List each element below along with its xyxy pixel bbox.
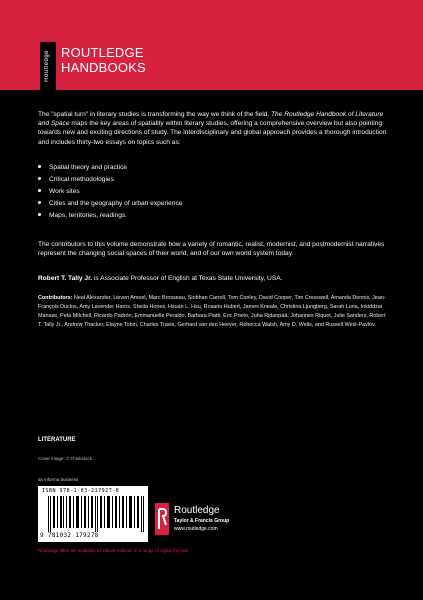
contributors-label: Contributors: <box>38 295 73 301</box>
bullet-text: Critical methodologies <box>49 176 114 183</box>
author-name: Robert T. Tally Jr. <box>38 275 93 282</box>
ebook-note: Routledge titles are available as eBook editions in a range of digital formats <box>38 548 189 553</box>
bullet-icon <box>38 201 41 204</box>
bullet-text: Work sites <box>49 188 80 195</box>
author-bio <box>38 274 388 283</box>
contributors-names: Neal Alexander, Lieven Ameel, Marc Brosseau, Siobhan Carroll, Tom Conley, David Cooper, Tim Cresswell, Amanda Dennis, Jean-François Duclos, Amy Lavender Harris, Sheila Hones, Hsuan L. Hsu, Rosario Hubert, James Kneale, Christina Ljungberg, Sarah Luria, Inkiddzai Manase, Peta Mitchell, Ricardo Padrón, Emmanuelle Peraldo, Barbara Piatti, Eric Prieto, Juha Ridanpää, Johannes Riquet, Julie Sanders, Robert T. Tally Jr., Andrew Thacker, Elayne Tobin, Charles Travis, Gerhard van den Heever, Rebecca Walsh, Amy D. Wells, and Russell West-Pavlov. <box>38 295 386 328</box>
informa-line: an informa business <box>38 477 79 482</box>
book-title: The Routledge Handbook of Literature and Space <box>38 111 384 128</box>
publisher-url: www.routledge.com <box>174 526 218 532</box>
bullet-icon <box>38 189 41 192</box>
bullet-text: Spatial theory and practice <box>49 164 128 171</box>
cover-credit: Cover image: © Thinkstock <box>38 456 93 461</box>
series-brand <box>61 45 146 75</box>
subject-category: LITERATURE <box>38 437 76 443</box>
publisher-group: Taylor & Francis Group <box>174 518 230 524</box>
bullet-text: Cities and the geography of urban experience <box>49 200 183 207</box>
isbn-bottom-text: 9 781032 179278 <box>40 532 99 539</box>
isbn-top-text: ISBN 978-1-03-217927-8 <box>42 488 120 494</box>
bullet-icon <box>38 177 41 180</box>
description-part-1: The "spatial turn" in literary studies is transforming the way we think of the field. <box>38 111 270 118</box>
routledge-tab <box>40 42 56 90</box>
bullet-text: Maps, territories, readings. <box>49 212 128 219</box>
bullet-item <box>38 188 338 195</box>
barcode-bars-icon <box>48 496 144 532</box>
barcode <box>38 486 148 542</box>
author-description: is Associate Professor of English at Texas State University, USA. <box>93 275 283 282</box>
contributors-list <box>38 294 388 330</box>
brand-line-1: ROUTLEDGE <box>61 45 144 60</box>
routledge-logo-icon <box>155 503 169 535</box>
bullet-item <box>38 164 338 171</box>
brand-line-2: HANDBOOKS <box>61 60 146 75</box>
bullet-icon <box>38 213 41 216</box>
bullet-item <box>38 212 338 219</box>
bullet-icon <box>38 165 41 168</box>
description <box>38 110 388 147</box>
closing-paragraph: The contributors to this volume demonstrate how a variety of romantic, realist, modernist, and postmodernist narratives represent the changing social spaces of their world, and of our own world system today. <box>38 241 385 258</box>
description-part-2: maps the key areas of spatiality within literary studies, offering a comprehensive overview but also pointing towards new and exciting directions of study. The interdisciplinary and global approach provides a thorough introduction and includes thirty-two essays on topics such as: <box>38 120 387 146</box>
publisher-name: Routledge <box>174 505 220 516</box>
header-band <box>0 0 423 90</box>
tab-vertical-text: Routledge <box>44 50 50 82</box>
bullet-item <box>38 176 338 183</box>
bullet-item <box>38 200 338 207</box>
